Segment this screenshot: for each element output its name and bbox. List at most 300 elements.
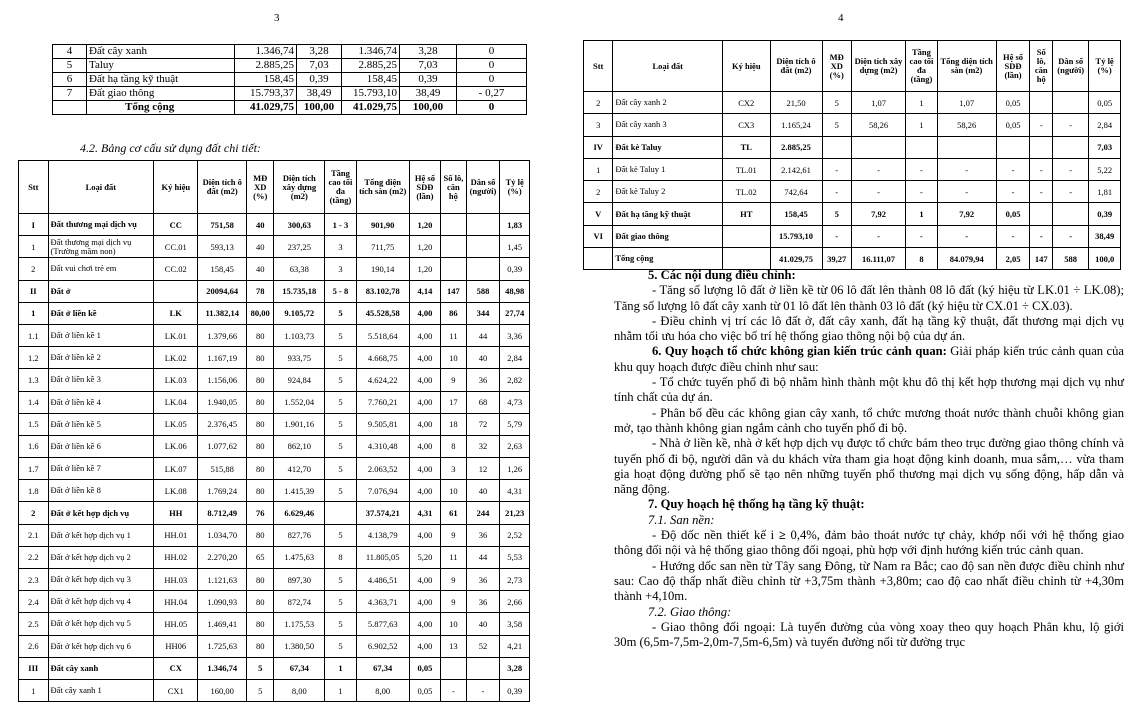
table-cell: 1.4 [19,391,49,413]
table-cell: 4,00 [409,413,441,435]
table-cell: 27,74 [500,302,530,324]
table-cell: 897,30 [274,569,325,591]
table-cell: 5 [325,391,357,413]
table-cell: 80 [247,458,274,480]
table-cell: 4.668,75 [356,347,409,369]
table-cell [441,258,466,280]
table-row [19,280,530,302]
table-cell: 5 [325,302,357,324]
table-cell: 5 [247,679,274,701]
table-cell: 5,22 [1089,158,1121,180]
table-cell: 84.079,94 [937,248,996,270]
table-cell: 158,45 [198,258,247,280]
table-row [53,59,527,73]
column-header: Diện tích xây dựng (m2) [851,41,905,92]
table-cell: 412,70 [274,458,325,480]
table-cell: 588 [1053,248,1089,270]
table-cell: 11.805,05 [356,546,409,568]
table-row [53,87,527,101]
table-cell [937,136,996,158]
table-cell: 11 [441,324,466,346]
table-cell: - [996,158,1030,180]
table-cell: 2.1 [19,524,49,546]
table-cell: 39,27 [822,248,851,270]
table-cell: IV [584,136,613,158]
table-row [19,657,530,679]
table-cell: 6 [53,73,87,87]
column-header: Diện tích ô đất (m2) [198,161,247,214]
table-cell: 40 [247,214,274,236]
table-cell: 1 [584,158,613,180]
paragraph: - Hướng dốc san nền từ Tây sang Đông, từ Nam ra Bắc; cao độ san nền được điều chỉnh như sau: Cao độ thấp nhất điều chỉnh từ +3,75m thành +3,80m; cao độ cao nhất điều chỉnh từ +4,30m thành +4,10m. [614,558,1124,604]
slope-symbol: ≥ [778,528,786,543]
table-cell [584,248,613,270]
table-cell: - [441,679,466,701]
table-cell: 1.077,62 [198,435,247,457]
column-header: Loại đất [613,41,723,92]
table-cell: CX3 [723,114,770,136]
paragraph-part: 0,4%, đảm bảo thoát nước tự chảy, khớp nối với hệ thống giao thông đối nội và hệ thống giao thông đối ngoại, phù hợp với định hướng kiến trúc cảnh quan. [614,528,1124,558]
table-cell: 76 [247,502,274,524]
table-cell: LK.02 [154,347,198,369]
table-cell: 100,00 [400,101,457,115]
table-cell: - [822,225,851,247]
table-row [19,546,530,568]
table-cell: Đất hạ tầng kỹ thuật [613,203,723,225]
column-header: Tổng diện tích sàn (m2) [937,41,996,92]
column-header: Số lô, căn hộ [1030,41,1053,92]
table-cell: 2.3 [19,569,49,591]
table-cell [466,236,500,258]
table-cell: LK.01 [154,324,198,346]
table-cell: 4,00 [409,635,441,657]
column-header: Tầng cao tối đa (tầng) [325,161,357,214]
table-cell: 8 [906,248,938,270]
table-cell: LK.08 [154,480,198,502]
column-header: Stt [19,161,49,214]
table-cell: 2.6 [19,635,49,657]
table-cell: 1.121,63 [198,569,247,591]
table-cell: 80 [247,480,274,502]
table-cell: 1,07 [851,92,905,114]
table-cell: 4,00 [409,458,441,480]
table-cell: 80 [247,613,274,635]
column-header: Ký hiệu [154,161,198,214]
table-row [19,524,530,546]
table-cell: LK [154,302,198,324]
table-cell: 1.380,50 [274,635,325,657]
table-cell: 9 [441,591,466,613]
table-row [19,502,530,524]
table-cell: 18 [441,413,466,435]
table-cell: 2,82 [500,369,530,391]
table-cell: 21,23 [500,502,530,524]
table-cell: 6.902,52 [356,635,409,657]
column-header: Hệ số SDĐ (lần) [409,161,441,214]
table-cell: Đất ở kết hợp dịch vụ 5 [48,613,154,635]
table-cell [723,248,770,270]
table-cell: 38,49 [297,87,342,101]
table-cell: 80 [247,635,274,657]
table-cell: 15.735,18 [274,280,325,302]
detailed-land-use-table-right [583,40,1121,270]
table-cell: 80 [247,324,274,346]
table-cell: 1.901,16 [274,413,325,435]
table-cell: 2,73 [500,569,530,591]
table-cell: 1 [19,236,49,258]
table-cell: 1 [325,679,357,701]
table-cell: 7,03 [400,59,457,73]
table-cell: Đất cây xanh 2 [613,92,723,114]
table-cell: 0,39 [297,73,342,87]
table-row [19,635,530,657]
table-row [584,158,1121,180]
table-cell: Đất giao thông [87,87,235,101]
table-cell: 901,90 [356,214,409,236]
table-cell: HH.05 [154,613,198,635]
table-cell: - [1053,114,1089,136]
table-cell: 38,49 [1089,225,1121,247]
table-cell: 80 [247,569,274,591]
table-row [19,413,530,435]
table-cell: - [822,158,851,180]
column-header: Dân số (người) [466,161,500,214]
table-cell: Đất ở liền kề 3 [48,369,154,391]
table-cell: 4.310,48 [356,435,409,457]
table-cell: 45.528,58 [356,302,409,324]
paragraph: - Tăng số lượng lô đất ở liền kề từ 06 lô đất lên thành 08 lô đất (ký hiệu từ LK.01 ÷ LK.08); Tăng số lượng lô đất cây xanh từ 01 lô đất lên thành 03 lô đất (ký hiệu từ CX.01 ÷ CX.03). [614,283,1124,313]
table-cell: 4,21 [500,635,530,657]
table-cell: 1,26 [500,458,530,480]
table-cell: 4,73 [500,391,530,413]
table-row [19,236,530,258]
table-cell: Đất ở liền kề 7 [48,458,154,480]
table-cell: 0,05 [409,679,441,701]
table-cell: 4.486,51 [356,569,409,591]
table-cell: LK.06 [154,435,198,457]
table-cell: 11 [441,546,466,568]
table-cell: 5 [325,413,357,435]
table-cell: Đất kè Taluy [613,136,723,158]
table-cell: 65 [247,546,274,568]
paragraph-part: - Độ dốc nền thiết kế i [652,528,779,543]
table-cell: 2.885,25 [235,59,297,73]
table-cell: 1.469,41 [198,613,247,635]
heading-5: 5. Các nội dung điều chỉnh: [648,268,796,282]
table-cell [723,225,770,247]
table-cell: LK.03 [154,369,198,391]
table-cell: 41.029,75 [770,248,822,270]
table-cell: 5 [325,591,357,613]
column-header: Tầng cao tối đa (tầng) [906,41,938,92]
table-cell: 0,05 [996,92,1030,114]
table-cell: 190,14 [356,258,409,280]
table-cell: Tổng cộng [613,248,723,270]
table-cell: 7,92 [851,203,905,225]
table-cell: 751,58 [198,214,247,236]
table-cell: 61 [441,502,466,524]
table-cell: 37.574,21 [356,502,409,524]
table-cell: 158,45 [770,203,822,225]
table-cell: 862,10 [274,435,325,457]
table-cell: Đất cây xanh [87,45,235,59]
table-cell: 9 [441,569,466,591]
table-cell: - [906,158,938,180]
table-cell: 160,00 [198,679,247,701]
table-cell: 933,75 [274,347,325,369]
table-cell: 9.105,72 [274,302,325,324]
table-cell: VI [584,225,613,247]
table-cell: TL [723,136,770,158]
column-header: Tỷ lệ (%) [1089,41,1121,92]
table-cell: 1,20 [409,214,441,236]
heading-6: 6. Quy hoạch tổ chức không gian kiến trúc cảnh quan: [652,344,947,359]
table-cell: I [19,214,49,236]
table-cell: 711,75 [356,236,409,258]
table-cell: 872,74 [274,591,325,613]
detailed-land-use-table-left [18,160,530,702]
table-cell: 7,92 [937,203,996,225]
table-cell: 2 [584,181,613,203]
table-cell: 1.090,93 [198,591,247,613]
table-cell: 158,45 [342,73,400,87]
table-cell: Đất ở kết hợp dịch vụ 2 [48,546,154,568]
table-cell: 3 [325,258,357,280]
table-cell: 2.4 [19,591,49,613]
table-cell: 5.877,63 [356,613,409,635]
table-cell: CC.02 [154,258,198,280]
table-cell: 8,00 [274,679,325,701]
table-cell [822,136,851,158]
table-cell: 80 [247,435,274,457]
table-cell: 38,49 [400,87,457,101]
table-cell [466,214,500,236]
table-cell: 80 [247,591,274,613]
table-cell: 1 - 3 [325,214,357,236]
table-cell: 2,84 [1089,114,1121,136]
table-row [584,136,1121,158]
table-row [19,369,530,391]
table-cell: 8 [325,546,357,568]
table-cell: Đất kè Taluy 1 [613,158,723,180]
table-cell: 80 [247,347,274,369]
table-cell: 80 [247,369,274,391]
table-cell: 58,26 [937,114,996,136]
table-row [19,258,530,280]
page-number-left: 3 [274,12,280,24]
table-cell: 7,03 [297,59,342,73]
table-cell: II [19,280,49,302]
table-cell: 0,05 [409,657,441,679]
table-cell: 10 [441,347,466,369]
table-cell: 40 [247,236,274,258]
table-cell: - [1030,225,1053,247]
table-cell: 2 [19,502,49,524]
table-cell: 1.769,24 [198,480,247,502]
adjustment-text [614,268,1124,650]
table-cell [325,502,357,524]
table-cell: 1,07 [937,92,996,114]
page-number-right: 4 [838,12,844,24]
table-cell: 1,45 [500,236,530,258]
table-cell: 827,76 [274,524,325,546]
table-cell: Đất ở kết hợp dịch vụ 1 [48,524,154,546]
table-cell: LK.04 [154,391,198,413]
table-cell [1030,136,1053,158]
table-cell: 7.076,94 [356,480,409,502]
table-cell: 1 [906,92,938,114]
column-header: Stt [584,41,613,92]
table-cell: 12 [466,458,500,480]
table-cell: 1.103,73 [274,324,325,346]
table-cell: 147 [1030,248,1053,270]
column-header: Diện tích xây dựng (m2) [274,161,325,214]
table-cell: - [1030,181,1053,203]
table-cell: 5 [325,635,357,657]
table-cell: - [937,225,996,247]
table-cell: Tổng cộng [87,101,235,115]
table-cell: 78 [247,280,274,302]
table-cell: 4,31 [409,502,441,524]
table-cell: 1.3 [19,369,49,391]
table-cell: 2.270,20 [198,546,247,568]
table-cell: 4,00 [409,591,441,613]
table-cell: Đất ở kết hợp dịch vụ 6 [48,635,154,657]
table-cell: 80 [247,391,274,413]
table-cell [906,136,938,158]
table-cell: 44 [466,324,500,346]
table-cell: 1.346,74 [198,657,247,679]
table-cell: 0,39 [1089,203,1121,225]
table-cell: 4.138,79 [356,524,409,546]
table-cell: 5 [325,369,357,391]
table-cell: Đất cây xanh [48,657,154,679]
table-cell: 5,79 [500,413,530,435]
table-cell [466,657,500,679]
table-cell [1053,136,1089,158]
table-cell: 7,03 [1089,136,1121,158]
table-cell: Đất ở [48,280,154,302]
table-cell: 40 [466,613,500,635]
table-cell: Đất cây xanh 1 [48,679,154,701]
table-header-row [19,161,530,214]
table-cell: 0 [457,45,527,59]
table-cell: Đất ở liền kề 1 [48,324,154,346]
table-cell: 1 [325,657,357,679]
table-cell: Đất cây xanh 3 [613,114,723,136]
table-cell [154,280,198,302]
table-row [19,458,530,480]
subheading-7-1: 7.1. San nền: [648,512,715,527]
table-cell: 13 [441,635,466,657]
table-cell: 5 [247,657,274,679]
table-cell: 2.2 [19,546,49,568]
paragraph-heading-6 [614,344,1124,375]
table-cell: 2.063,52 [356,458,409,480]
table-cell: - [996,181,1030,203]
table-cell: Đất thương mại dịch vụ (Trường mầm non) [48,236,154,258]
table-cell: 80,00 [247,302,274,324]
table-cell: 4,00 [409,302,441,324]
table-cell: 4,00 [409,391,441,413]
table-cell: 2,05 [996,248,1030,270]
table-cell: 3,28 [297,45,342,59]
table-cell [851,136,905,158]
table-cell: 40 [466,347,500,369]
table-cell: 67,34 [356,657,409,679]
table-cell: Đất ở liền kề [48,302,154,324]
paragraph: - Điều chỉnh vị trí các lô đất ở, đất cây xanh, đất hạ tầng kỹ thuật, đất thương mại dịch vụ nhằm tối ưu hóa cho việc bố trí hệ thống giao thông nội bộ của dự án. [614,313,1124,344]
table-cell: 5 [325,524,357,546]
table-cell: 3,28 [500,657,530,679]
table-cell: 237,25 [274,236,325,258]
table-cell: 4,31 [500,480,530,502]
table-cell: 2.885,25 [342,59,400,73]
table-cell: 0,05 [996,114,1030,136]
table-cell: 3,36 [500,324,530,346]
paragraph: - Tổ chức tuyến phố đi bộ nhằm hình thành một khu đô thị kết hợp thương mại dịch vụ như tính chất của dự án. [614,375,1124,405]
table-cell: 0,39 [500,679,530,701]
table-cell: 5 [822,203,851,225]
table-cell: 1.165,24 [770,114,822,136]
table-cell: 4,00 [409,480,441,502]
table-row [584,92,1121,114]
table-cell: 36 [466,524,500,546]
table-cell: - [466,679,500,701]
section-title: 4.2. Bảng cơ cấu sử dụng đất chi tiết: [80,141,261,155]
table-cell: 4.363,71 [356,591,409,613]
table-cell: 2.885,25 [770,136,822,158]
table-cell: 3 [584,114,613,136]
table-row [19,214,530,236]
table-cell [441,657,466,679]
table-cell: HT [723,203,770,225]
table-cell: 83.102,78 [356,280,409,302]
table-cell: Taluy [87,59,235,73]
table-cell: 588 [466,280,500,302]
table-cell: 9 [441,369,466,391]
table-cell: 1.346,74 [342,45,400,59]
table-cell: 40 [247,258,274,280]
table-cell: 1.415,39 [274,480,325,502]
table-cell: TL.02 [723,181,770,203]
table-cell: 1,83 [500,214,530,236]
table-cell: - [822,181,851,203]
table-cell: 6.629,46 [274,502,325,524]
table-cell: 41.029,75 [235,101,297,115]
table-cell: CX [154,657,198,679]
table-cell: 3 [325,236,357,258]
table-cell: 5,53 [500,546,530,568]
table-cell: 48,98 [500,280,530,302]
table-cell: 1 [19,302,49,324]
table-cell: 5 [325,613,357,635]
table-cell: LK.07 [154,458,198,480]
table-cell: Đất ở kết hợp dịch vụ 4 [48,591,154,613]
table-row [19,347,530,369]
table-cell: CX1 [154,679,198,701]
table-cell: 5 [325,324,357,346]
table-cell: 10 [441,613,466,635]
table-cell: 593,13 [198,236,247,258]
table-cell: 2 [584,92,613,114]
table-cell: - [937,181,996,203]
table-cell: 15.793,10 [770,225,822,247]
table-cell: 20094,64 [198,280,247,302]
table-cell: 8,00 [356,679,409,701]
table-cell: 17 [441,391,466,413]
column-header: Số lô, căn hộ [441,161,466,214]
